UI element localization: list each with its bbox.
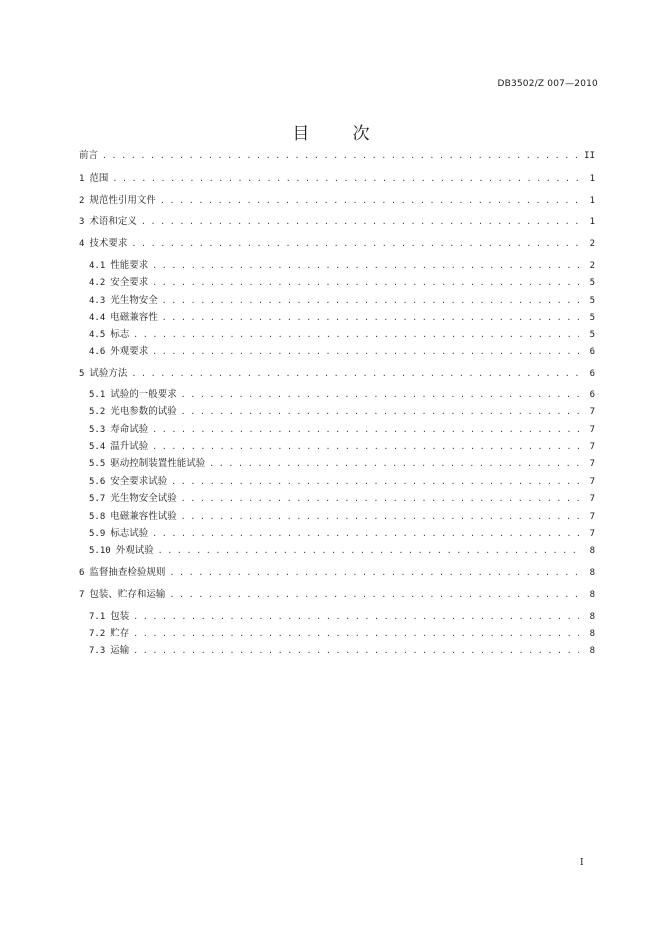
toc-leader-dots bbox=[160, 194, 579, 208]
toc-entry-label: 范围 bbox=[89, 173, 109, 184]
doc-code: DB3502/Z 007—2010 bbox=[497, 79, 598, 89]
toc-entry-number: 3 bbox=[79, 217, 85, 227]
toc-entry-number: 5.5 bbox=[89, 459, 106, 469]
toc-leader-dots bbox=[162, 294, 579, 308]
toc-entry[interactable] bbox=[79, 215, 595, 229]
toc-leader-dots bbox=[171, 475, 579, 489]
toc-entry[interactable] bbox=[79, 237, 595, 251]
toc-entry[interactable] bbox=[89, 544, 595, 558]
toc-leader-dots bbox=[131, 237, 579, 251]
toc-entry[interactable] bbox=[79, 194, 595, 208]
toc-entry-label: 驱动控制装置性能试验 bbox=[110, 458, 206, 469]
toc-entry-number: 4.3 bbox=[89, 296, 106, 306]
toc-entry-page: 2 bbox=[589, 261, 595, 271]
toc-entry-label: 光生物安全试验 bbox=[110, 493, 177, 504]
toc-leader-dots bbox=[152, 276, 579, 290]
toc-entry-page: 6 bbox=[589, 347, 595, 357]
toc-leader-dots bbox=[141, 215, 579, 229]
toc-leader-dots bbox=[169, 566, 579, 580]
toc-entry-page: 1 bbox=[589, 174, 595, 184]
toc-entry-number: 4.2 bbox=[89, 278, 106, 288]
toc-entry-page: 8 bbox=[589, 590, 595, 600]
toc-entry-label: 安全要求试验 bbox=[110, 476, 168, 487]
toc-entry-label: 外观要求 bbox=[110, 346, 149, 357]
toc-entry-number: 5.7 bbox=[89, 494, 106, 504]
toc-entry[interactable] bbox=[89, 405, 595, 419]
toc-entry-number: 5.3 bbox=[89, 425, 106, 435]
toc-entry-number: 4.5 bbox=[89, 330, 106, 340]
toc-entry-page: 2 bbox=[589, 239, 595, 249]
toc-entry-label: 贮存 bbox=[110, 628, 130, 639]
toc-title bbox=[0, 119, 662, 144]
toc-leader-dots bbox=[131, 367, 579, 381]
toc-leader-dots bbox=[181, 388, 579, 402]
toc-entry[interactable] bbox=[79, 566, 595, 580]
toc-entry-number: 2 bbox=[79, 196, 85, 206]
toc-entry-page: 8 bbox=[589, 646, 595, 656]
toc-entry-label: 标志 bbox=[110, 329, 130, 340]
toc-leader-dots bbox=[112, 172, 579, 186]
toc-entry[interactable] bbox=[89, 294, 595, 308]
toc-entry-number: 5.2 bbox=[89, 407, 106, 417]
toc-entry-number: 5.9 bbox=[89, 529, 106, 539]
toc-entry[interactable] bbox=[89, 328, 595, 342]
toc-entry-page: 5 bbox=[589, 313, 595, 323]
toc-leader-dots bbox=[181, 510, 579, 524]
toc-entry-page: 8 bbox=[589, 568, 595, 578]
toc-entry[interactable] bbox=[89, 311, 595, 325]
toc-leader-dots bbox=[152, 527, 579, 541]
page-number: I bbox=[580, 858, 584, 868]
toc-leader-dots bbox=[152, 423, 579, 437]
toc-entry[interactable] bbox=[89, 259, 595, 273]
toc-leader-dots bbox=[158, 544, 579, 558]
toc-entry-label: 安全要求 bbox=[110, 277, 149, 288]
toc-entry-label: 电磁兼容性 bbox=[110, 312, 158, 323]
toc-entry[interactable] bbox=[89, 345, 595, 359]
toc-entry-label: 试验的一般要求 bbox=[110, 389, 177, 400]
toc-entry-page: 7 bbox=[589, 529, 595, 539]
toc-entry[interactable] bbox=[89, 440, 595, 454]
toc-entry-label: 包装 bbox=[110, 611, 130, 622]
toc-leader-dots bbox=[133, 328, 579, 342]
toc-entry-label: 光生物安全 bbox=[110, 295, 158, 306]
toc-entry-label: 包装、贮存和运输 bbox=[89, 589, 166, 600]
toc-entry[interactable] bbox=[89, 627, 595, 641]
toc-leader-dots bbox=[152, 259, 579, 273]
toc-entry-page: 8 bbox=[589, 629, 595, 639]
toc-entry-page: 7 bbox=[589, 459, 595, 469]
toc-entry[interactable] bbox=[89, 475, 595, 489]
toc-leader-dots bbox=[162, 311, 579, 325]
toc-entry[interactable] bbox=[89, 610, 595, 624]
toc-entry[interactable] bbox=[79, 588, 595, 602]
toc-entry-label: 规范性引用文件 bbox=[89, 195, 156, 206]
toc-entry-page: 7 bbox=[589, 512, 595, 522]
toc-entry-label: 运输 bbox=[110, 645, 130, 656]
toc-entry[interactable] bbox=[89, 527, 595, 541]
toc-entry[interactable] bbox=[79, 149, 595, 163]
toc-entry[interactable] bbox=[79, 172, 595, 186]
toc-entry-number: 7 bbox=[79, 590, 85, 600]
toc-entry-label: 外观试验 bbox=[115, 545, 154, 556]
toc-leader-dots bbox=[181, 492, 579, 506]
toc-entry-page: 6 bbox=[589, 390, 595, 400]
toc-entry-page: 7 bbox=[589, 442, 595, 452]
toc-entry-page: 8 bbox=[589, 546, 595, 556]
toc-leader-dots bbox=[209, 457, 579, 471]
toc-entry[interactable] bbox=[89, 644, 595, 658]
toc-entry-page: 1 bbox=[589, 196, 595, 206]
toc-entry-number: 5.6 bbox=[89, 477, 106, 487]
toc-entry-number: 4.4 bbox=[89, 313, 106, 323]
toc-entry[interactable] bbox=[89, 510, 595, 524]
toc-title-char-2: 次 bbox=[352, 124, 370, 144]
toc-title-char-1: 目 bbox=[292, 124, 310, 144]
toc-entry-page: 5 bbox=[589, 278, 595, 288]
toc-entry[interactable] bbox=[89, 457, 595, 471]
toc-entry-page: 1 bbox=[589, 217, 595, 227]
toc-leader-dots bbox=[152, 440, 579, 454]
toc-entry-page: 5 bbox=[589, 330, 595, 340]
toc-entry-label: 前言 bbox=[79, 150, 99, 161]
toc-entry-label: 光电参数的试验 bbox=[110, 406, 177, 417]
toc-entry-number: 5.8 bbox=[89, 512, 106, 522]
toc-entry-number: 7.3 bbox=[89, 646, 106, 656]
toc-entry-page: 8 bbox=[589, 612, 595, 622]
toc-leader-dots bbox=[181, 405, 579, 419]
toc-entry-number: 4 bbox=[79, 239, 85, 249]
toc-entry[interactable] bbox=[89, 423, 595, 437]
toc-leader-dots bbox=[152, 345, 579, 359]
toc-entry-page: 6 bbox=[589, 369, 595, 379]
toc-leader-dots bbox=[169, 588, 579, 602]
toc-entry-number: 7.1 bbox=[89, 612, 106, 622]
toc-entry[interactable] bbox=[89, 276, 595, 290]
toc-entry-label: 术语和定义 bbox=[89, 216, 137, 227]
toc-leader-dots bbox=[102, 149, 578, 163]
toc-entry-page: 7 bbox=[589, 494, 595, 504]
toc-entry-label: 寿命试验 bbox=[110, 424, 149, 435]
toc-entry-page: 7 bbox=[589, 407, 595, 417]
toc-entry-number: 5.4 bbox=[89, 442, 106, 452]
toc-entry-number: 4.6 bbox=[89, 347, 106, 357]
toc-entry-number: 5.1 bbox=[89, 390, 106, 400]
toc-leader-dots bbox=[133, 627, 579, 641]
toc-entry-label: 温升试验 bbox=[110, 441, 149, 452]
toc-entry[interactable] bbox=[89, 388, 595, 402]
toc-leader-dots bbox=[133, 610, 579, 624]
toc-entry-label: 标志试验 bbox=[110, 528, 149, 539]
toc-entry-number: 4.1 bbox=[89, 261, 106, 271]
toc-entry[interactable] bbox=[79, 367, 595, 381]
toc-entry-label: 性能要求 bbox=[110, 260, 149, 271]
toc-entry-label: 监督抽查检验规则 bbox=[89, 567, 166, 578]
toc-leader-dots bbox=[133, 644, 579, 658]
toc-entry-label: 技术要求 bbox=[89, 238, 128, 249]
toc-entry-page: 7 bbox=[589, 425, 595, 435]
toc-entry[interactable] bbox=[89, 492, 595, 506]
toc-entry-number: 1 bbox=[79, 174, 85, 184]
toc-entry-number: 6 bbox=[79, 568, 85, 578]
toc-entry-page: 7 bbox=[589, 477, 595, 487]
toc-entry-number: 7.2 bbox=[89, 629, 106, 639]
toc-entry-label: 试验方法 bbox=[89, 368, 128, 379]
toc-entry-number: 5.10 bbox=[89, 546, 111, 556]
toc-entry-page: II bbox=[584, 151, 595, 161]
toc-entry-number: 5 bbox=[79, 369, 85, 379]
toc-entry-label: 电磁兼容性试验 bbox=[110, 511, 177, 522]
toc-entry-page: 5 bbox=[589, 296, 595, 306]
